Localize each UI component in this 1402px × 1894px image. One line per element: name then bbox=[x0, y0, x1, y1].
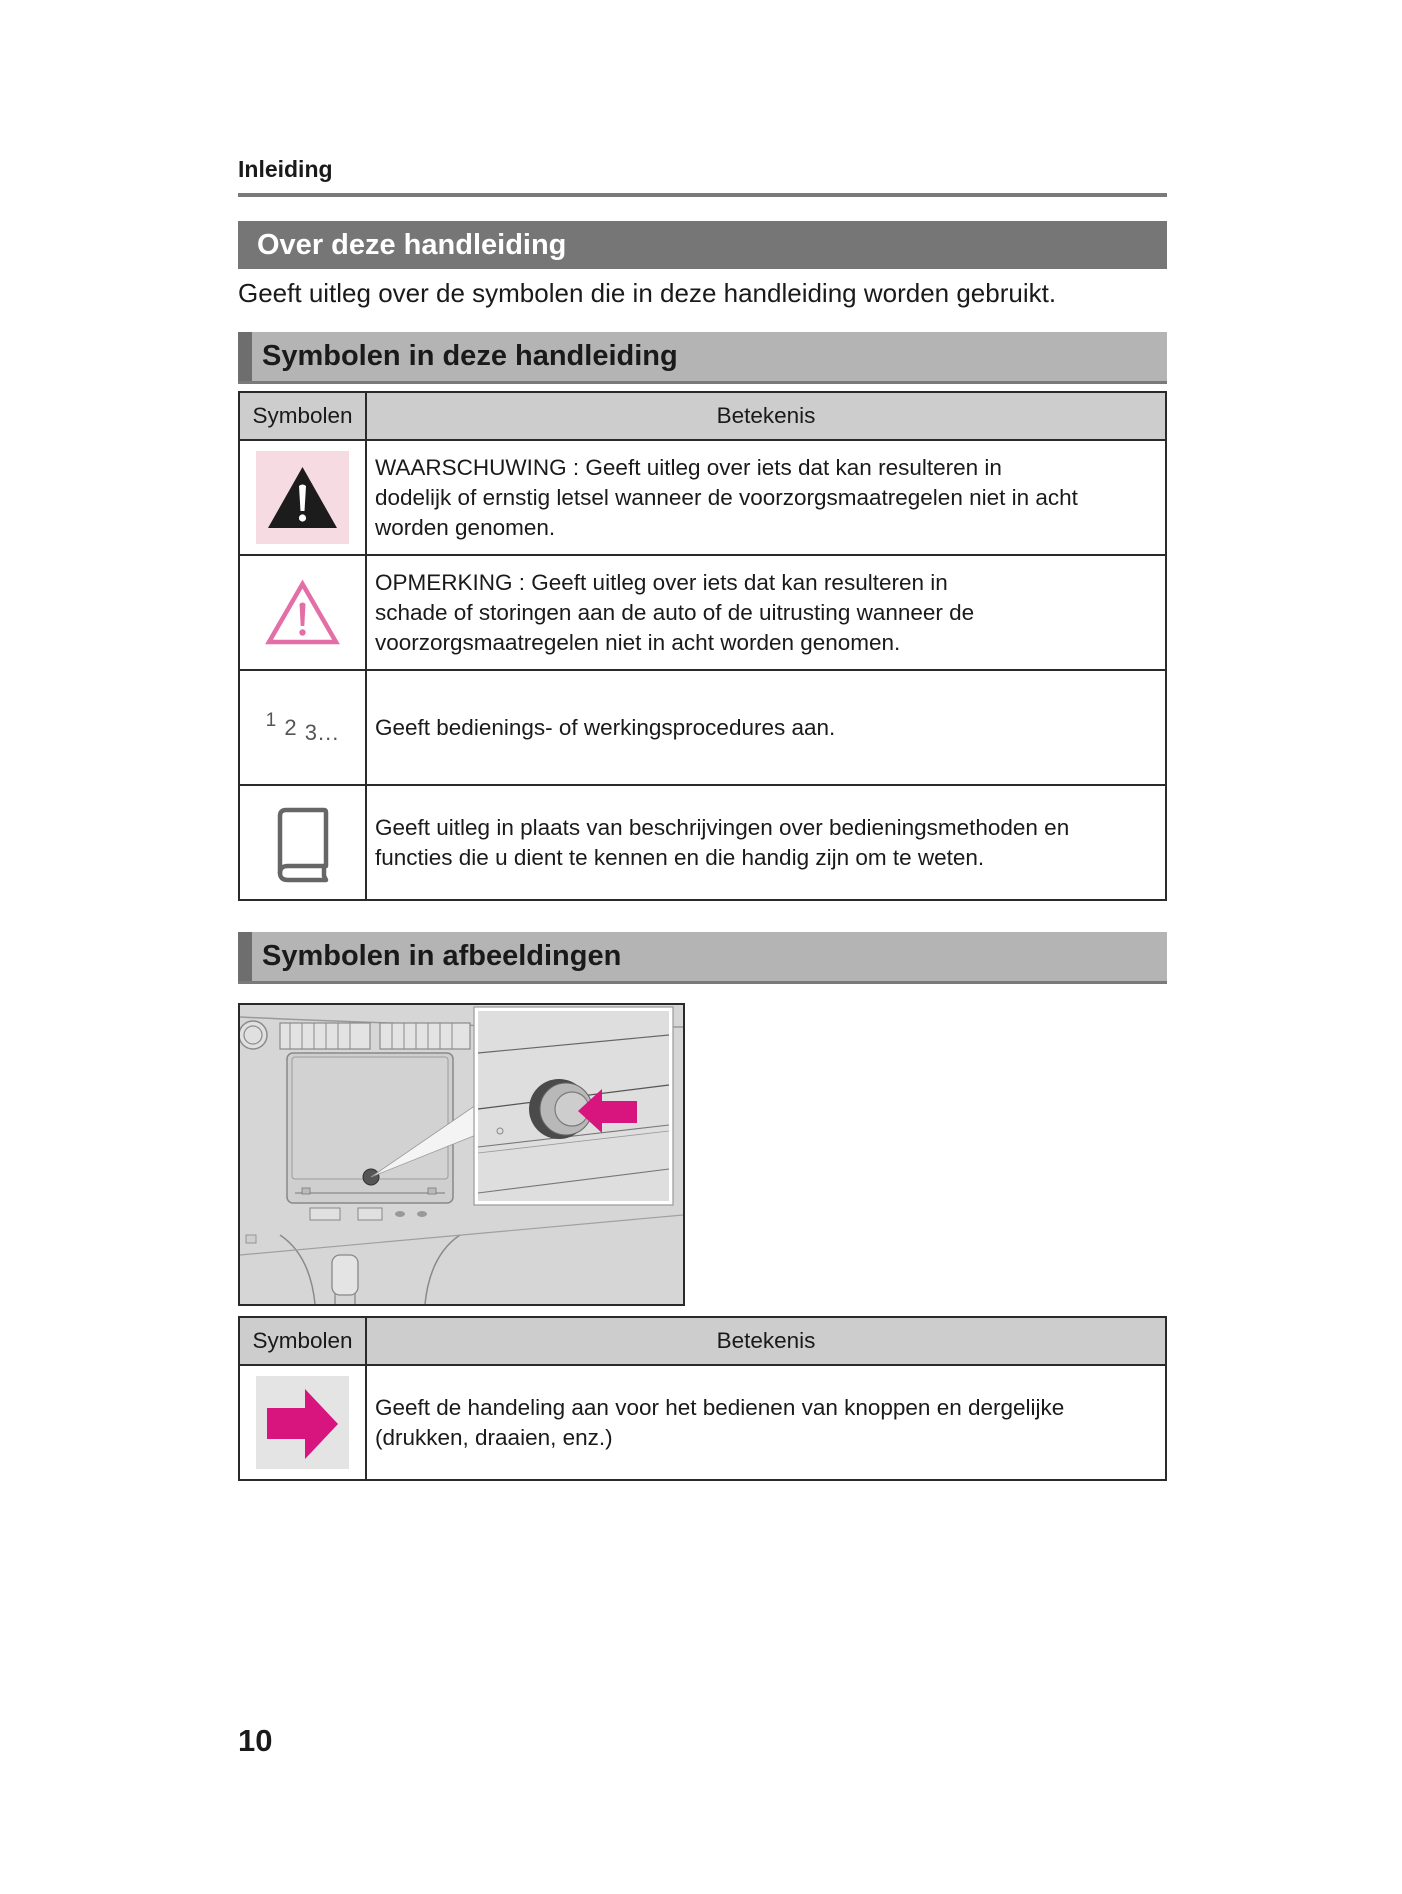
meaning-line: Geeft bedienings- of werkingsprocedures aan. bbox=[375, 714, 836, 740]
dashboard-illustration bbox=[238, 1003, 685, 1306]
meaning-line: voorzorgsmaatregelen niet in acht worden genomen. bbox=[375, 629, 901, 655]
table-header-row bbox=[239, 392, 1166, 440]
subheading-label: Symbolen in deze handleiding bbox=[262, 340, 678, 372]
table-row bbox=[239, 440, 1166, 555]
symbol-cell bbox=[239, 440, 366, 555]
table-row bbox=[239, 1365, 1166, 1480]
header-rule bbox=[238, 193, 1167, 197]
meaning-cell bbox=[366, 785, 1166, 900]
symbols-table bbox=[238, 391, 1167, 901]
meaning-line: OPMERKING : Geeft uitleg over iets dat kan resulteren in bbox=[375, 569, 948, 595]
dashboard-drawing bbox=[240, 1005, 683, 1304]
subheading-accent bbox=[238, 932, 252, 981]
subheading-symbols-illustrations bbox=[238, 932, 1167, 984]
table-row bbox=[239, 555, 1166, 670]
book-icon bbox=[256, 796, 349, 889]
meaning-line: Geeft uitleg in plaats van beschrijvingen over bedieningsmethoden en bbox=[375, 814, 1070, 840]
subheading-symbols-manual bbox=[238, 332, 1167, 384]
warning-filled-triangle-icon bbox=[256, 451, 349, 544]
subheading-label: Symbolen in afbeeldingen bbox=[262, 940, 622, 972]
meaning-line: schade of storingen aan de auto of de uitrusting wanneer de bbox=[375, 599, 975, 625]
intro-text: Geeft uitleg over de symbolen die in deze handleiding worden gebruikt. bbox=[238, 278, 1057, 308]
table-row bbox=[239, 670, 1166, 785]
meaning-line: functies die u dient te kennen en die handig zijn om te weten. bbox=[375, 844, 985, 870]
meaning-cell bbox=[366, 440, 1166, 555]
subheading-accent bbox=[238, 332, 252, 381]
meaning-line: (drukken, draaien, enz.) bbox=[375, 1424, 613, 1450]
table-header-row bbox=[239, 1317, 1166, 1365]
meaning-line: Geeft de handeling aan voor het bedienen van knoppen en dergelijke bbox=[375, 1394, 1065, 1420]
meaning-line: worden genomen. bbox=[375, 514, 556, 540]
main-heading: Over deze handleiding bbox=[238, 221, 1167, 269]
column-header-meaning: Betekenis bbox=[366, 392, 1166, 440]
column-header-meaning: Betekenis bbox=[366, 1317, 1166, 1365]
symbol-cell bbox=[239, 1365, 366, 1480]
meaning-line: WAARSCHUWING : Geeft uitleg over iets dat kan resulteren in bbox=[375, 454, 1002, 480]
notice-outline-triangle-icon bbox=[256, 566, 349, 659]
illustration-symbols-table bbox=[238, 1316, 1167, 1481]
magenta-arrow-right-icon bbox=[256, 1376, 349, 1469]
symbol-cell bbox=[239, 670, 366, 785]
column-header-symbols: Symbolen bbox=[239, 1317, 366, 1365]
steps-123-icon: 1 2 3... bbox=[265, 709, 340, 745]
table-row bbox=[239, 785, 1166, 900]
symbol-cell bbox=[239, 785, 366, 900]
meaning-cell bbox=[366, 555, 1166, 670]
meaning-line: dodelijk of ernstig letsel wanneer de voorzorgsmaatregelen niet in acht bbox=[375, 484, 1078, 510]
column-header-symbols: Symbolen bbox=[239, 392, 366, 440]
section-label: Inleiding bbox=[238, 156, 333, 182]
meaning-cell bbox=[366, 1365, 1166, 1480]
meaning-cell bbox=[366, 670, 1166, 785]
symbol-cell bbox=[239, 555, 366, 670]
page-number: 10 bbox=[238, 1723, 273, 1758]
